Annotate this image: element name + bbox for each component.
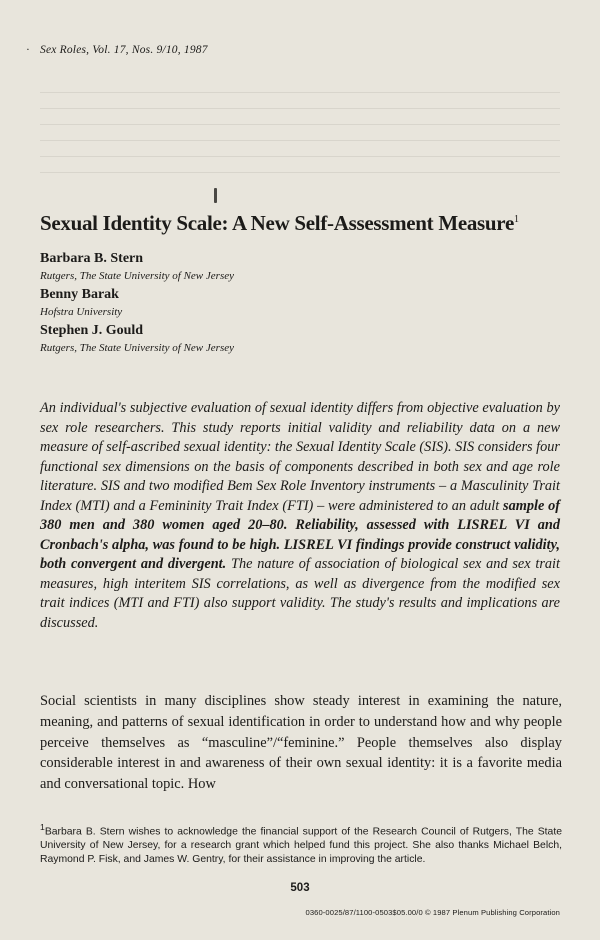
author-affiliation: Rutgers, The State University of New Jersey <box>40 342 234 354</box>
abstract-bold-part: sample of 380 men and 380 women aged 20–80. Reliability, assessed with LISREL VI and Cronbach's alpha, was found to be high. LISREL VI findings provide construct validity, both convergent and divergent. <box>40 497 560 572</box>
footnote <box>40 820 562 867</box>
author-name: Benny Barak <box>40 287 119 302</box>
footnote-marker: 1 <box>40 822 45 832</box>
author-block <box>40 249 560 357</box>
show-through-texture <box>40 92 560 192</box>
running-head <box>26 44 208 56</box>
author-affiliation: Hofstra University <box>40 306 123 318</box>
page-number: 503 <box>290 882 310 894</box>
author-name: Stephen J. Gould <box>40 323 144 338</box>
margin-dot: · <box>26 44 31 56</box>
copyright-line: 0360-0025/87/1100-0503$05.00/0 © 1987 Plenum Publishing Corporation <box>305 908 560 917</box>
smudge-mark <box>214 188 217 203</box>
author-affiliation: Rutgers, The State University of New Jersey <box>40 270 234 282</box>
journal-citation: Sex Roles, Vol. 17, Nos. 9/10, 1987 <box>40 44 208 56</box>
footnote-text: Barbara B. Stern wishes to acknowledge the financial support of the Research Council of Rutgers, The State University of New Jersey, for a research grant which helped fund this project. She also thanks Michael Belch, Raymond P. Fisk, and James W. Gentry, for their assistance in improving the article. <box>40 826 562 866</box>
abstract-part-1: An individual's subjective evaluation of sexual identity differs from objective evaluation by sex role researchers. This study reports initial validity and reliability data on a new measure of self-ascribed sexual identity: the Sexual Identity Scale (SIS). SIS considers four functional sex dimensions on the basis of components described in both sex and age role literature. SIS and two modified Bem Sex Role Inventory instruments – a Masculinity Trait Index (MTI) and a Femininity Trait Index (FTI) – were administered to an adult <box>40 400 560 514</box>
author-name: Barbara B. Stern <box>40 251 144 266</box>
article-title <box>40 211 570 236</box>
abstract <box>40 399 560 633</box>
article-title-text: Sexual Identity Scale: A New Self-Assessment Measure <box>40 211 514 235</box>
body-paragraph: Social scientists in many disciplines show steady interest in examining the nature, meaning, and patterns of sexual identification in order to understand how and why people perceive themselves as “masculine”/“feminine.” People themselves also display considerable interest in and awareness of their own sexual identity: it is a favorite media and conversational topic. How <box>40 693 562 793</box>
title-footnote-marker: 1 <box>513 214 519 225</box>
abstract-part-3: The nature of association of biological sex and sex trait measures, high interitem SIS correlations, as well as divergence from the modified sex trait indices (MTI and FTI) also support validity. The study's results and implications are discussed. <box>40 556 560 631</box>
